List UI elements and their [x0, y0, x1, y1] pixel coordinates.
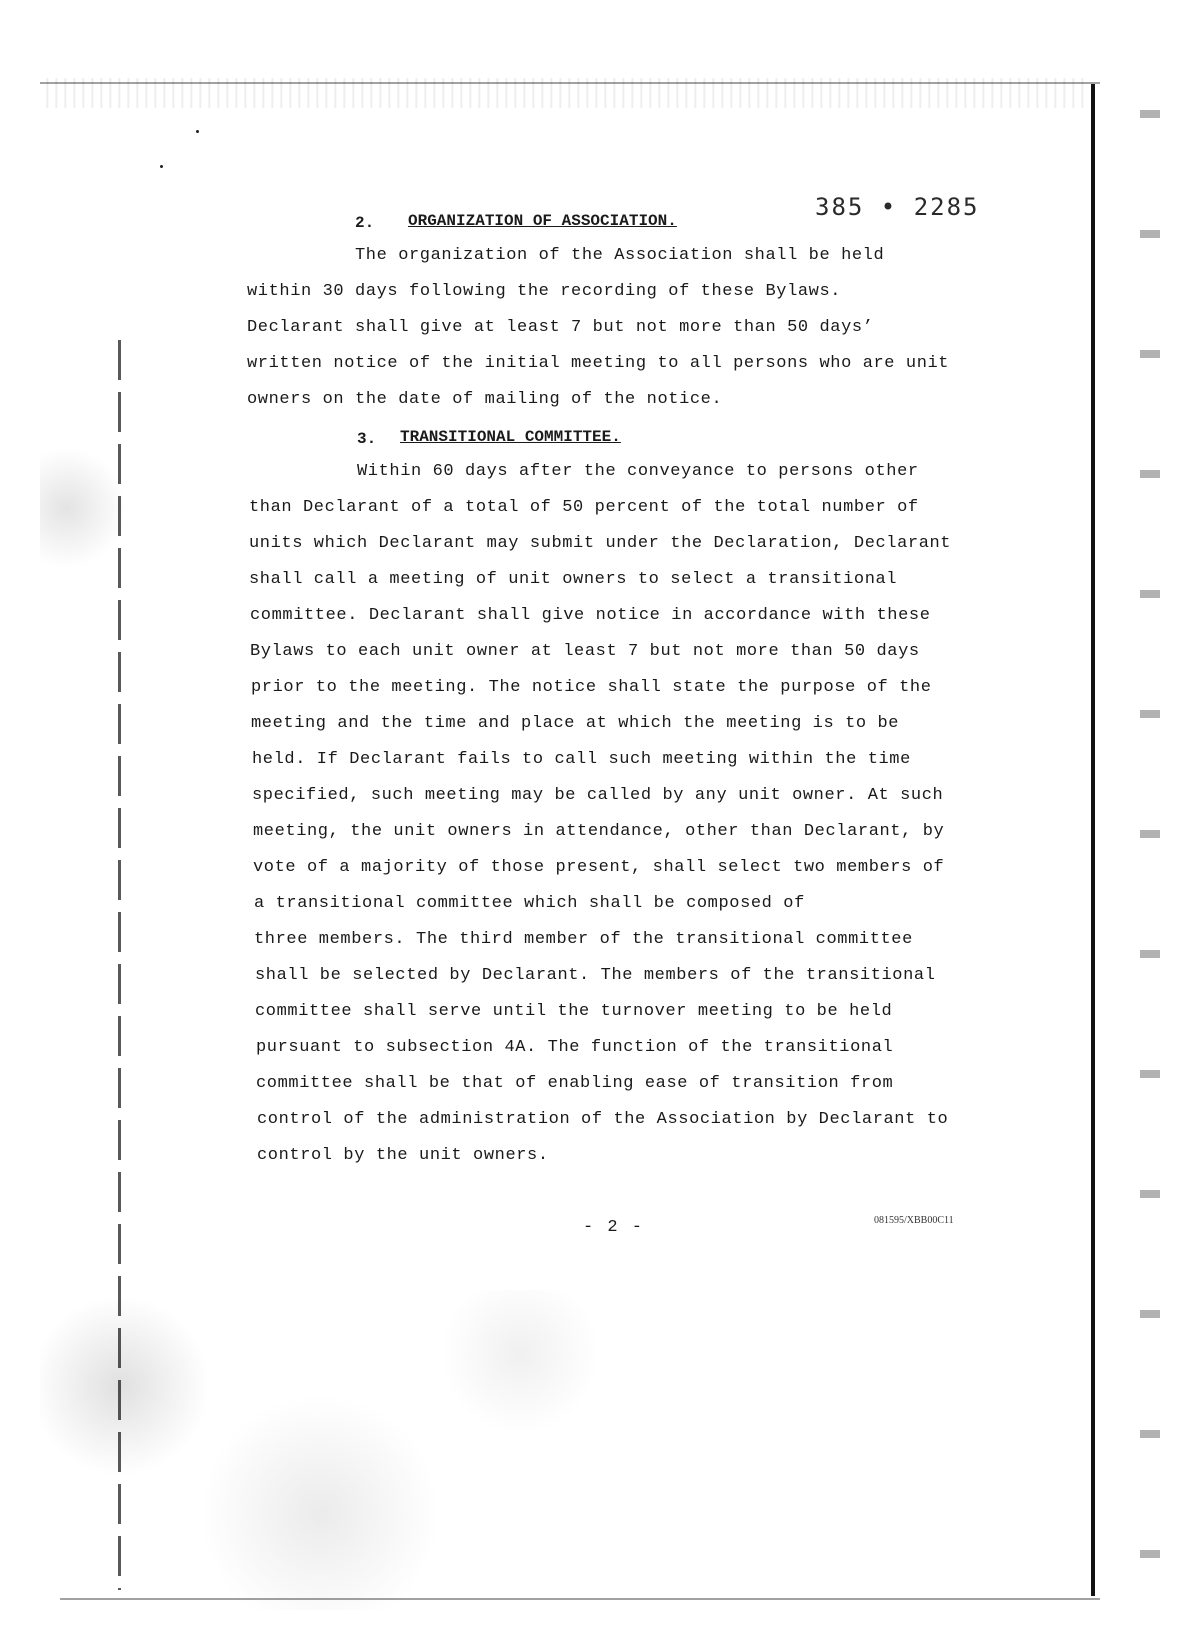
- section-2-number: 2.: [355, 214, 375, 232]
- section-3-line: units which Declarant may submit under the Declaration, Declarant: [249, 534, 952, 553]
- section-3-line: Bylaws to each unit owner at least 7 but not more than 50 days: [250, 642, 920, 661]
- section-3-line: a transitional committee which shall be composed of: [254, 894, 805, 913]
- scan-dot: [196, 130, 199, 133]
- section-3-line: than Declarant of a total of 50 percent of the total number of: [249, 498, 919, 517]
- section-3-line: shall call a meeting of unit owners to select a transitional: [249, 570, 898, 589]
- scan-dot: [160, 165, 163, 168]
- scan-right-margin-marks: [1140, 50, 1160, 1590]
- scan-speckle-left: [40, 420, 130, 640]
- section-3-line: committee. Declarant shall give notice in accordance with these: [250, 606, 931, 625]
- section-2-title: ORGANIZATION OF ASSOCIATION.: [408, 212, 677, 230]
- section-2-line: within 30 days following the recording of these Bylaws.: [247, 282, 842, 301]
- section-3-title: TRANSITIONAL COMMITTEE.: [400, 428, 621, 446]
- section-3-line: control of the administration of the Association by Declarant to: [257, 1110, 949, 1129]
- section-2-line: Declarant shall give at least 7 but not more than 50 days’: [247, 318, 874, 337]
- section-3-line: held. If Declarant fails to call such meeting within the time: [252, 750, 911, 769]
- section-3-line: shall be selected by Declarant. The members of the transitional: [255, 966, 936, 985]
- section-3-line: control by the unit owners.: [257, 1146, 549, 1165]
- section-2-line: The organization of the Association shall be held: [355, 246, 885, 265]
- section-3-line: committee shall be that of enabling ease of transition from: [256, 1074, 894, 1093]
- section-3-line: prior to the meeting. The notice shall state the purpose of the: [251, 678, 932, 697]
- section-2-line: owners on the date of mailing of the notice.: [247, 390, 723, 409]
- scan-right-border: [1091, 84, 1095, 1596]
- section-3-line: meeting, the unit owners in attendance, other than Declarant, by: [253, 822, 945, 841]
- section-3-line: specified, such meeting may be called by any unit owner. At such: [252, 786, 944, 805]
- file-code: 081595/XBB00C11: [874, 1215, 954, 1226]
- section-3-line: meeting and the time and place at which the meeting is to be: [251, 714, 900, 733]
- section-3-line: pursuant to subsection 4A. The function of the transitional: [256, 1038, 894, 1057]
- section-2-line: written notice of the initial meeting to all persons who are unit: [247, 354, 950, 373]
- document-number: 385 • 2285: [815, 193, 980, 221]
- section-3-line: committee shall serve until the turnover meeting to be held: [255, 1002, 893, 1021]
- scan-speckle-bottom: [40, 1290, 840, 1610]
- section-3-line: three members. The third member of the transitional committee: [254, 930, 913, 949]
- page-number: - 2 -: [583, 1218, 645, 1237]
- section-3-number: 3.: [357, 430, 377, 448]
- scan-noise-top: [40, 78, 1090, 108]
- section-3-line: vote of a majority of those present, shall select two members of: [253, 858, 945, 877]
- section-3-line: Within 60 days after the conveyance to persons other: [357, 462, 919, 481]
